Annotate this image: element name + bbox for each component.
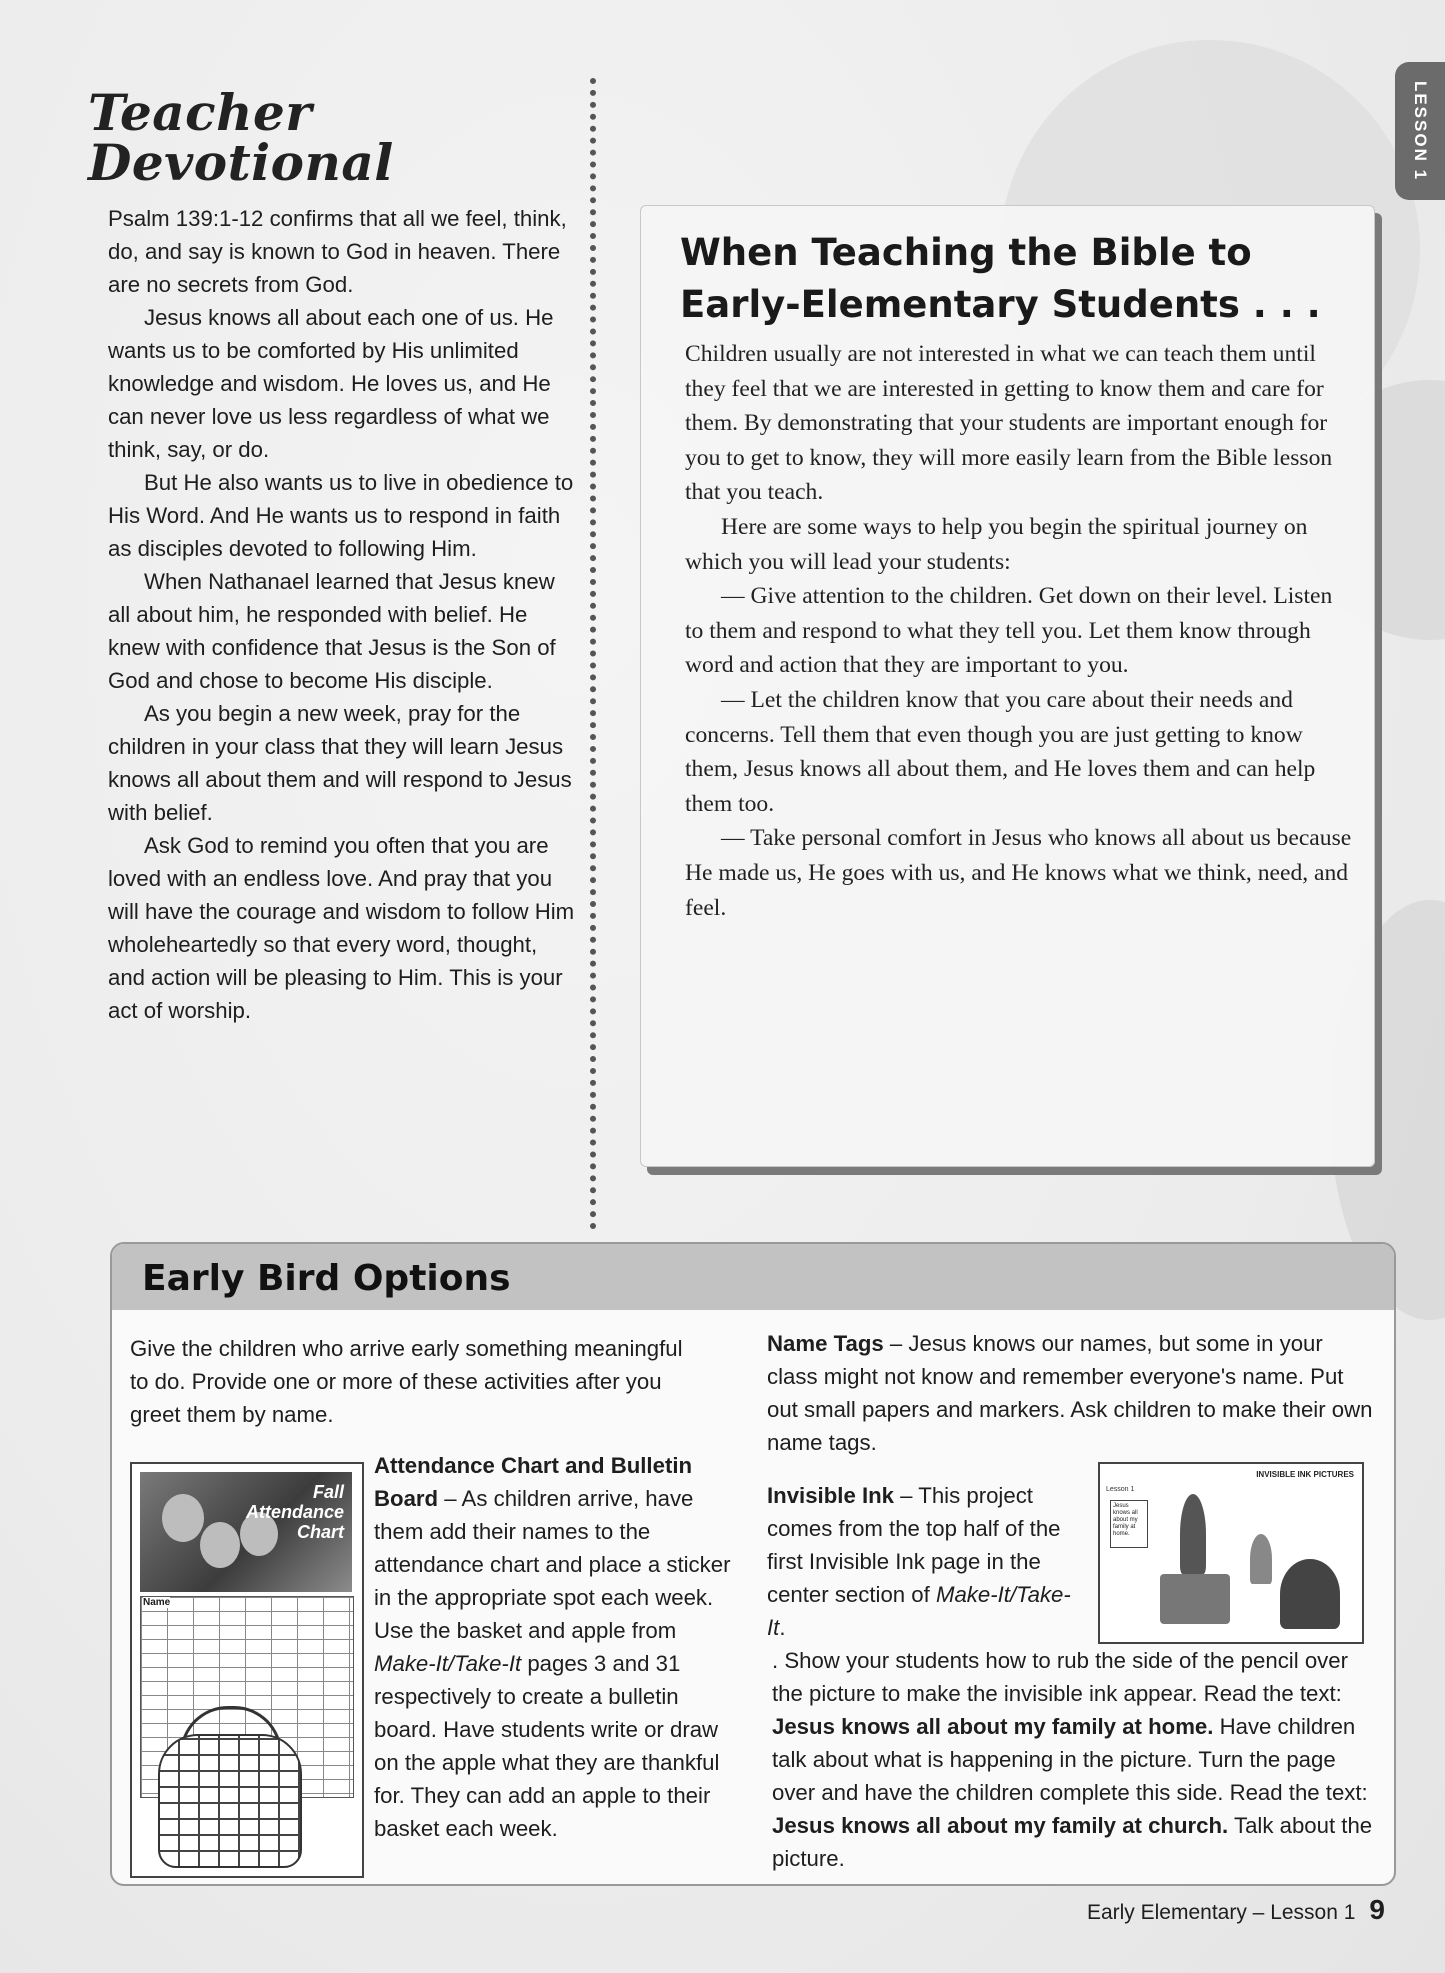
face-shape	[162, 1494, 204, 1542]
person-figure-icon	[1250, 1534, 1272, 1584]
attendance-heading: Attendance Chart and Bulletin Board	[374, 1453, 693, 1511]
attendance-text: pages 3 and 31 respectively to create a bulletin board. Have students write or draw on the apple what they are thankful for. They can add an apple to their basket each week.	[374, 1651, 720, 1841]
invisible-ink-heading: Invisible Ink	[767, 1483, 895, 1508]
early-bird-intro: Give the children who arrive early something meaningful to do. Provide one or more of these activities after you greet them by name.	[130, 1336, 683, 1427]
teaching-tips-paragraph: — Take personal comfort in Jesus who knows all about us because He made us, He goes with us, and He knows what we think, need, and feel.	[685, 825, 1352, 921]
teaching-tips-paragraph: — Give attention to the children. Get down on their level. Listen to them and respond to what they tell you. Let them know through word and action that they are important to you.	[685, 583, 1333, 679]
invisible-ink-ref: Make-It/Take-It	[767, 1582, 1071, 1640]
grid-name-label: Name	[143, 1597, 171, 1608]
devotional-paragraph: Psalm 139:1-12 confirms that all we feel, think, do, and say is known to God in heaven. There are no secrets from God.	[108, 206, 567, 297]
invisible-ink-text: Have children talk about what is happening in the picture. Turn the page over and have the children complete this side. Read the text:	[772, 1714, 1368, 1805]
ink-illustration-note-box	[1110, 1500, 1148, 1548]
basket-icon	[158, 1734, 302, 1868]
invisible-ink-text: Talk about the picture.	[772, 1813, 1373, 1871]
teacher-devotional	[88, 83, 578, 1027]
teaching-tips-title: When Teaching the Bible to Early-Elementary Students . . .	[680, 231, 1321, 326]
person-figure-icon	[1280, 1559, 1340, 1629]
family-photo	[140, 1472, 352, 1592]
dotted-divider	[590, 78, 596, 1230]
invisible-ink-illustration	[1098, 1462, 1364, 1644]
page-number: 9	[1369, 1894, 1385, 1925]
early-bird-title: Early Bird Options	[142, 1258, 511, 1299]
page-footer	[1087, 1894, 1385, 1926]
chart-label-line: Attendance	[245, 1502, 344, 1522]
chair-icon	[1160, 1574, 1230, 1624]
teaching-tips-body	[685, 337, 1355, 925]
devotional-paragraph: Ask God to remind you often that you are loved with an endless love. And pray that you will have the courage and wisdom to follow Him wholeheartedly so that every word, thought, and action will be pleasing to Him. This is your act of worship.	[108, 833, 575, 1023]
chart-label-line: Fall	[312, 1482, 344, 1502]
ink-illustration-note: Jesus knows all about my family at home.	[1113, 1503, 1138, 1537]
invisible-ink-bold: Jesus knows all about my family at home.	[772, 1714, 1214, 1739]
lesson-side-tab	[1395, 62, 1445, 200]
footer-text: Early Elementary – Lesson 1	[1086, 1901, 1356, 1924]
teaching-tips-box	[640, 205, 1375, 1167]
devotional-paragraph: But He also wants us to live in obedience to His Word. And He wants us to respond in faith as disciples devoted to following Him.	[108, 470, 574, 561]
invisible-ink-activity	[767, 1479, 1087, 1644]
invisible-ink-period: .	[779, 1615, 786, 1640]
chart-label	[246, 1482, 344, 1542]
devotional-paragraph: As you begin a new week, pray for the children in your class that they will learn Jesus knows all about them and will respond to Jesus with belief.	[108, 701, 572, 825]
face-shape	[200, 1522, 240, 1568]
attendance-chart-illustration	[130, 1462, 364, 1878]
teaching-tips-paragraph: Children usually are not interested in what we can teach them until they feel that we are interested in getting to know them and care for them. By demonstrating that your students are important enough for you to get to know, they will more easily learn from the Bible lesson that you teach.	[685, 341, 1333, 506]
invisible-ink-instructions	[772, 1644, 1382, 1875]
teaching-tips-paragraph: — Let the children know that you care about their needs and concerns. Tell them that even though you are just getting to know them, Jesus knows all about them, and He loves them and can help them too.	[685, 686, 1316, 817]
invisible-ink-text: – This project comes from the top half of the first Invisible Ink page in the center section of	[767, 1483, 1061, 1607]
teaching-tips-paragraph: Here are some ways to help you begin the spiritual journey on which you will lead your students:	[685, 513, 1308, 575]
early-bird-options-box	[110, 1242, 1396, 1886]
person-figure-icon	[1180, 1494, 1206, 1574]
invisible-ink-bold: Jesus knows all about my family at church.	[772, 1813, 1229, 1838]
attendance-ref: Make-It/Take-It	[374, 1651, 522, 1676]
ink-illustration-title: INVISIBLE INK PICTURES	[1256, 1470, 1354, 1479]
attendance-activity	[374, 1449, 734, 1845]
invisible-ink-text: . Show your students how to rub the side of the pencil over the picture to make the invisible ink appear. Read the text:	[772, 1648, 1348, 1706]
chart-label-line: Chart	[296, 1522, 344, 1542]
name-tags-text: – Jesus knows our names, but some in your class might not know and remember everyone's name. Put out small papers and markers. Ask children to make their own name tags.	[767, 1331, 1373, 1455]
devotional-title: Teacher Devotional	[88, 83, 394, 192]
ink-illustration-lesson: Lesson 1	[1106, 1486, 1135, 1493]
lesson-side-tab-label: LESSON 1	[1411, 80, 1430, 182]
devotional-paragraph: Jesus knows all about each one of us. He wants us to be comforted by His unlimited knowledge and wisdom. He loves us, and He can never love us less regardless of what we think, say, or do.	[108, 305, 554, 462]
attendance-text: – As children arrive, have them add their names to the attendance chart and place a sticker in the appropriate spot each week. Use the basket and apple from	[374, 1486, 731, 1643]
name-tags-heading: Name Tags	[767, 1331, 884, 1356]
name-tags-activity	[767, 1327, 1377, 1459]
devotional-paragraph: When Nathanael learned that Jesus knew all about him, he responded with belief. He knew with confidence that Jesus is the Son of God and chose to become His disciple.	[108, 569, 556, 693]
